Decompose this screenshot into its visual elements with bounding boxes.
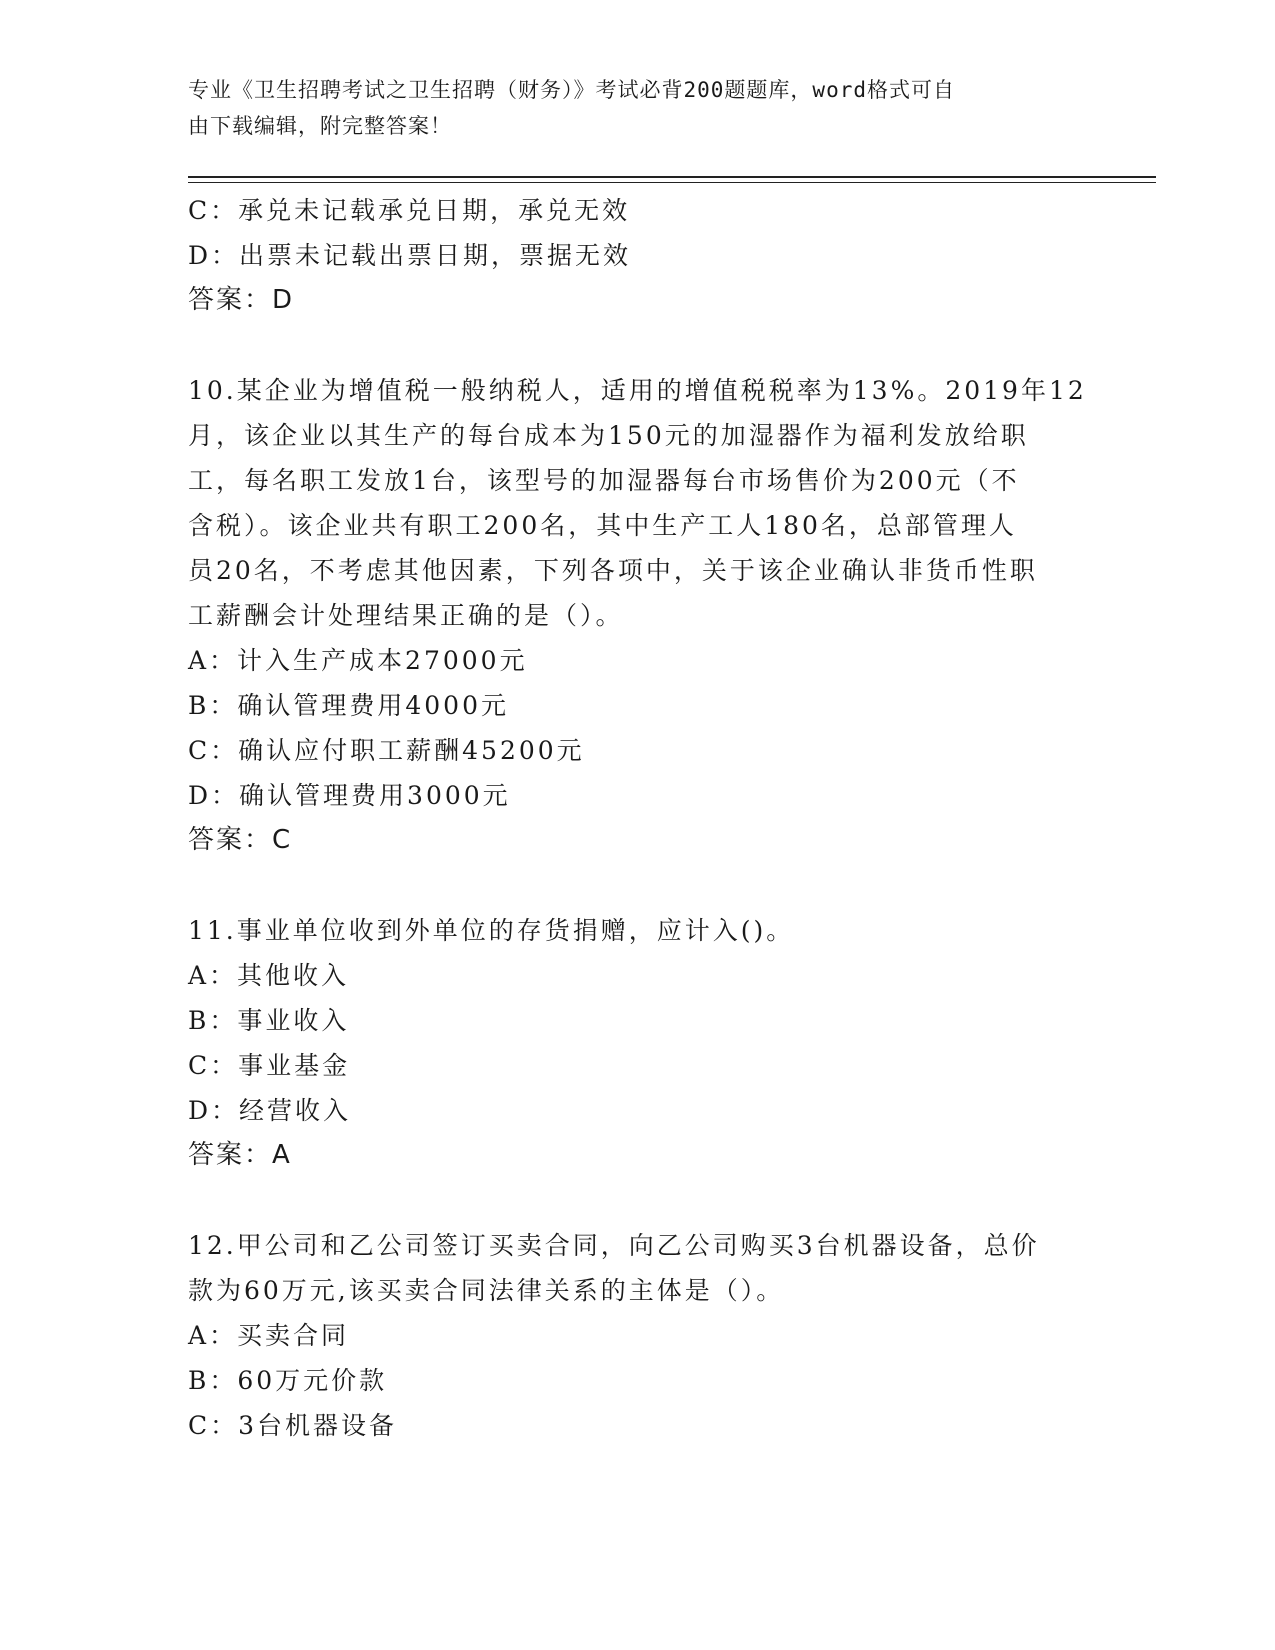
option-c: C：事业基金 [188, 1051, 351, 1080]
option-a: A：买卖合同 [188, 1321, 350, 1350]
option-c: C：确认应付职工薪酬45200元 [188, 736, 585, 765]
question-12 [188, 1223, 1088, 1448]
answer-line: 答案：C [188, 825, 293, 855]
question-stem-line: 11.事业单位收到外单位的存货捐赠，应计入()。 [188, 916, 795, 945]
document-body [188, 188, 1088, 1448]
question-stem-line: 工薪酬会计处理结果正确的是（）。 [188, 601, 624, 630]
option-c: C：3台机器设备 [188, 1411, 398, 1440]
header-divider-thick [188, 176, 1156, 178]
spacer [188, 1178, 1088, 1223]
option-d: D：确认管理费用3000元 [188, 781, 511, 810]
spacer [188, 863, 1088, 908]
option-d: D：出票未记载出票日期，票据无效 [188, 241, 632, 270]
option-d: D：经营收入 [188, 1096, 352, 1125]
option-b: B：60万元价款 [188, 1366, 388, 1395]
option-b: B：确认管理费用4000元 [188, 691, 509, 720]
question-9-tail [188, 188, 1088, 323]
question-stem-line: 工，每名职工发放1台，该型号的加湿器每台市场售价为200元（不 [188, 466, 1020, 495]
option-c: C：承兑未记载承兑日期，承兑无效 [188, 196, 631, 225]
header-divider-thin [188, 182, 1156, 183]
answer-line: 答案：D [188, 285, 295, 315]
question-11 [188, 908, 1088, 1178]
option-a: A：其他收入 [188, 961, 350, 990]
header-line-1: 专业《卫生招聘考试之卫生招聘（财务）》考试必背200题题库，word格式可自 [188, 78, 955, 102]
option-b: B：事业收入 [188, 1006, 350, 1035]
question-stem-line: 员20名，不考虑其他因素，下列各项中，关于该企业确认非货币性职 [188, 556, 1038, 585]
header-line-2: 由下载编辑，附完整答案！ [188, 114, 452, 138]
document-header [188, 72, 1068, 144]
question-stem-line: 月，该企业以其生产的每台成本为150元的加湿器作为福利发放给职 [188, 421, 1029, 450]
option-a: A：计入生产成本27000元 [188, 646, 528, 675]
question-stem-line: 10.某企业为增值税一般纳税人，适用的增值税税率为13%。2019年12 [188, 376, 1087, 405]
answer-line: 答案：A [188, 1140, 292, 1170]
question-stem-line: 含税）。该企业共有职工200名，其中生产工人180名，总部管理人 [188, 511, 1017, 540]
question-10 [188, 368, 1088, 863]
question-stem-line: 12.甲公司和乙公司签订买卖合同，向乙公司购买3台机器设备，总价 [188, 1231, 1040, 1260]
question-stem-line: 款为60万元,该买卖合同法律关系的主体是（）。 [188, 1276, 785, 1305]
spacer [188, 323, 1088, 368]
